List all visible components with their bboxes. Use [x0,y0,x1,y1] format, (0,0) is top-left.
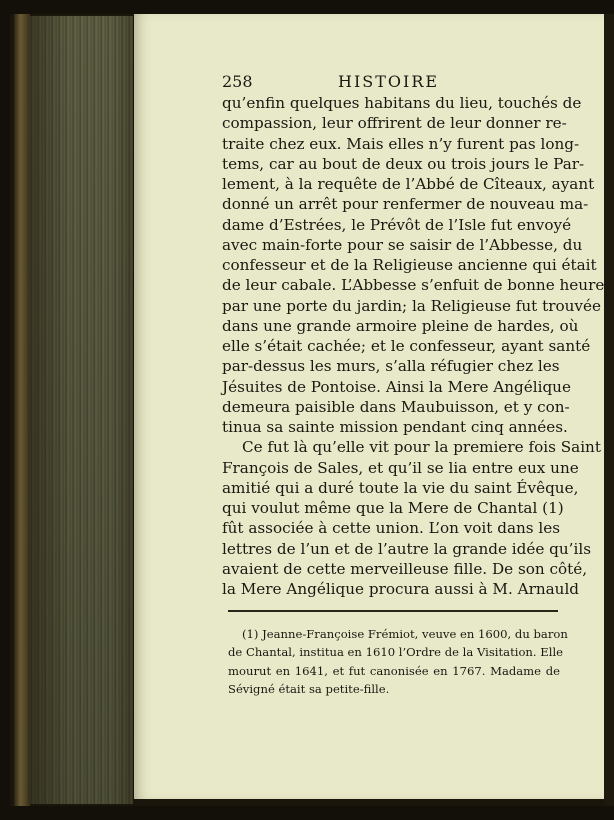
right-border [604,14,614,806]
body-line: dans une grande armoire pleine de hardes, où [222,316,579,335]
body-line: lettres de l’un et de l’autre la grande idée qu’ils [222,539,592,558]
footnote-line: mourut en 1641, et fut canonisée en 1767. Madame de [228,663,560,678]
body-line: François de Sales, et qu’il se lia entre eux une [222,458,579,477]
body-line: elle s’était cachée; et le confesseur, ayant santé [222,337,591,355]
body-line: la Mere Angélique procura aussi à M. Arnauld [222,580,580,598]
body-line: fût associée à cette union. L’on voit dans les [222,519,561,538]
body-line: par-dessus les murs, s’alla réfugier chez les [222,357,560,376]
body-text [222,93,605,599]
body-line: tinua sa sainte mission pendant cinq années. [222,418,568,436]
body-line: qu’enfin quelques habitans du lieu, touchés de [222,94,582,112]
body-line: avaient de cette merveilleuse fille. De son côté, [222,559,588,578]
footnote-divider [228,610,558,612]
footnote-line: Sévigné était sa petite-fille. [228,682,390,697]
page-edges-shadow [28,16,133,804]
running-title: HISTOIRE [338,72,440,91]
body-line: amitié qui a duré toute la vie du saint Évêque, [222,478,579,497]
body-line: Ce fut là qu’elle vit pour la premiere fois Saint [242,438,601,457]
footnote-line: de Chantal, institua en 1610 l’Ordre de la Visitation. Elle [228,645,564,660]
body-line: compassion, leur offrirent de leur donner re- [222,114,567,133]
body-line: demeura paisible dans Maubuisson, et y con- [222,397,570,416]
body-line: lement, à la requête de l’Abbé de Cîteaux, ayant [222,175,595,193]
body-line: dame d’Estrées, le Prévôt de l’Isle fut envoyé [222,215,572,234]
body-line: qui voulut même que la Mere de Chantal (1) [222,499,564,517]
body-line: donné un arrêt pour renfermer de nouveau ma- [222,195,589,214]
body-line: tems, car au bout de deux ou trois jours le Par- [222,154,585,173]
footnote [228,625,568,699]
body-line: traite chez eux. Mais elles n’y furent pas long- [222,134,580,153]
body-line: confesseur et de la Religieuse ancienne qui était [222,256,597,274]
footnote-line: (1) Jeanne-Françoise Frémiot, veuve en 1600, du baron [242,627,568,641]
page-number: 258 [222,72,253,91]
body-line: Jésuites de Pontoise. Ainsi la Mere Angélique [222,377,571,396]
body-line: par une porte du jardin; la Religieuse fut trouvée [222,296,601,315]
body-line: de leur cabale. L’Abbesse s’enfuit de bonne heure [222,276,605,295]
body-line: avec main-forte pour se saisir de l’Abbesse, du [222,235,583,254]
